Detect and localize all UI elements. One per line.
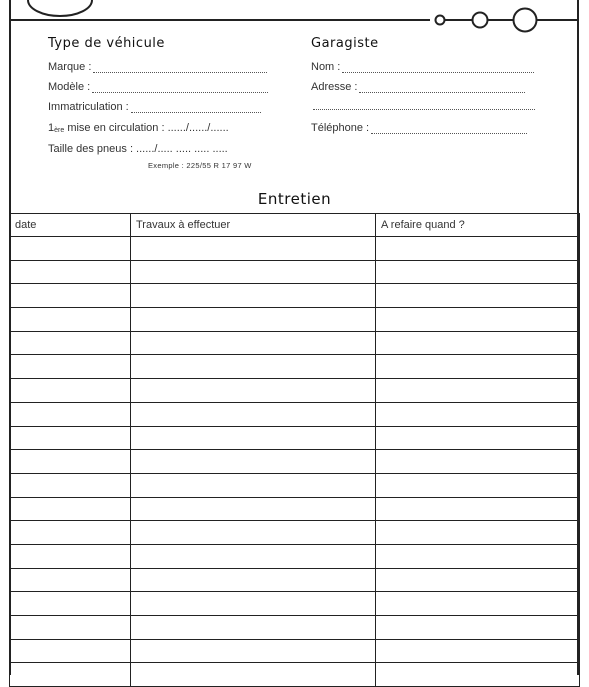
medium-circle-icon [473, 13, 488, 28]
work-cell[interactable] [131, 521, 376, 545]
table-row [10, 402, 580, 426]
date-cell[interactable] [10, 450, 131, 474]
registration-field[interactable]: Immatriculation : [48, 101, 261, 113]
maintenance-table [9, 213, 580, 687]
garage-address-line2-field[interactable] [311, 101, 535, 110]
redo-when-cell[interactable] [376, 308, 580, 332]
brand-field[interactable]: Marque : [48, 61, 267, 73]
work-cell[interactable] [131, 568, 376, 592]
work-cell[interactable] [131, 616, 376, 640]
date-cell[interactable] [10, 473, 131, 497]
work-cell[interactable] [131, 308, 376, 332]
redo-when-cell[interactable] [376, 331, 580, 355]
column-header-date: date [10, 214, 131, 237]
redo-when-cell[interactable] [376, 544, 580, 568]
tire-size-example: Exemple : 225/55 R 17 97 W [148, 161, 252, 170]
small-circle-icon [436, 16, 445, 25]
column-header-work: Travaux à effectuer [131, 214, 376, 237]
work-cell[interactable] [131, 331, 376, 355]
redo-when-cell[interactable] [376, 284, 580, 308]
work-cell[interactable] [131, 592, 376, 616]
table-row [10, 616, 580, 640]
date-cell[interactable] [10, 616, 131, 640]
table-row [10, 568, 580, 592]
table-row [10, 497, 580, 521]
work-cell[interactable] [131, 379, 376, 403]
work-cell[interactable] [131, 355, 376, 379]
vehicle-section-title: Type de véhicule [48, 36, 165, 51]
date-cell[interactable] [10, 592, 131, 616]
model-field[interactable]: Modèle : [48, 81, 268, 93]
redo-when-cell[interactable] [376, 450, 580, 474]
redo-when-cell[interactable] [376, 402, 580, 426]
table-row [10, 260, 580, 284]
redo-when-cell[interactable] [376, 379, 580, 403]
redo-when-cell[interactable] [376, 521, 580, 545]
table-row [10, 544, 580, 568]
table-row [10, 426, 580, 450]
redo-when-cell[interactable] [376, 260, 580, 284]
redo-when-cell[interactable] [376, 616, 580, 640]
large-circle-icon [514, 9, 537, 32]
work-cell[interactable] [131, 639, 376, 663]
work-cell[interactable] [131, 544, 376, 568]
date-cell[interactable] [10, 237, 131, 261]
date-cell[interactable] [10, 379, 131, 403]
date-cell[interactable] [10, 497, 131, 521]
table-row [10, 639, 580, 663]
date-cell[interactable] [10, 544, 131, 568]
work-cell[interactable] [131, 284, 376, 308]
work-cell[interactable] [131, 473, 376, 497]
header-decoration [0, 0, 589, 40]
table-row [10, 355, 580, 379]
garage-section-title: Garagiste [311, 36, 379, 51]
tire-size-field[interactable]: Taille des pneus : ....../..... ..... ..... ..... [48, 143, 228, 155]
date-cell[interactable] [10, 568, 131, 592]
date-cell[interactable] [10, 426, 131, 450]
table-row [10, 237, 580, 261]
redo-when-cell[interactable] [376, 497, 580, 521]
table-header-row [10, 214, 580, 237]
table-row [10, 284, 580, 308]
redo-when-cell[interactable] [376, 237, 580, 261]
date-cell[interactable] [10, 260, 131, 284]
table-row [10, 331, 580, 355]
table-row [10, 450, 580, 474]
maintenance-title: Entretien [257, 190, 332, 208]
date-cell[interactable] [10, 639, 131, 663]
date-cell[interactable] [10, 402, 131, 426]
table-row [10, 308, 580, 332]
logo-circle-icon [28, 0, 92, 16]
work-cell[interactable] [131, 260, 376, 284]
redo-when-cell[interactable] [376, 426, 580, 450]
column-header-redo-when: A refaire quand ? [376, 214, 580, 237]
work-cell[interactable] [131, 402, 376, 426]
maintenance-table-body [10, 237, 580, 687]
work-cell[interactable] [131, 497, 376, 521]
date-cell[interactable] [10, 308, 131, 332]
date-cell[interactable] [10, 521, 131, 545]
garage-address-field[interactable]: Adresse : [311, 81, 525, 93]
work-cell[interactable] [131, 426, 376, 450]
redo-when-cell[interactable] [376, 473, 580, 497]
date-cell[interactable] [10, 331, 131, 355]
date-cell[interactable] [10, 284, 131, 308]
redo-when-cell[interactable] [376, 355, 580, 379]
first-registration-date-field[interactable]: 1 ère mise en circulation : ....../....../...... [48, 122, 229, 134]
garage-phone-field[interactable]: Téléphone : [311, 122, 527, 134]
redo-when-cell[interactable] [376, 639, 580, 663]
date-cell[interactable] [10, 355, 131, 379]
table-row [10, 473, 580, 497]
work-cell[interactable] [131, 450, 376, 474]
table-row [10, 592, 580, 616]
work-cell[interactable] [131, 237, 376, 261]
redo-when-cell[interactable] [376, 592, 580, 616]
table-row [10, 521, 580, 545]
table-row [10, 379, 580, 403]
redo-when-cell[interactable] [376, 568, 580, 592]
garage-name-field[interactable]: Nom : [311, 61, 534, 73]
